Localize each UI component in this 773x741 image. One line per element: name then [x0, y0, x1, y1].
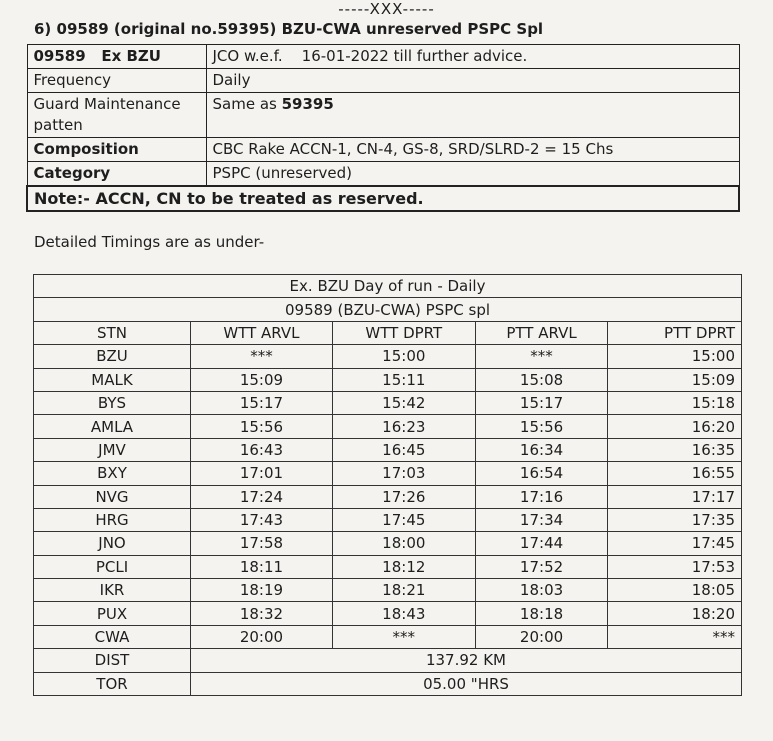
- table-row: [34, 579, 742, 602]
- dist-label: DIST: [34, 649, 191, 672]
- header-ptt-arvl: PTT ARVL: [475, 321, 608, 344]
- cell-ptt-dprt: 17:35: [608, 508, 742, 531]
- timetable-subtitle: 09589 (BZU-CWA) PSPC spl: [34, 298, 742, 321]
- cell-ptt-dprt: 17:45: [608, 532, 742, 555]
- cell-stn: BXY: [34, 462, 191, 485]
- timetable-body: [34, 345, 742, 649]
- cell-ptt-arvl: 15:56: [475, 415, 608, 438]
- cell-ptt-arvl: 20:00: [475, 625, 608, 648]
- table-row: [34, 368, 742, 391]
- cell-stn: MALK: [34, 368, 191, 391]
- cell-wtt-arvl: 15:17: [191, 391, 333, 414]
- tor-value: 05.00 "HRS: [191, 672, 742, 695]
- cell-ptt-arvl: 16:34: [475, 438, 608, 461]
- cell-ptt-arvl: ***: [475, 345, 608, 368]
- dist-value: 137.92 KM: [191, 649, 742, 672]
- note: Note:- ACCN, CN to be treated as reserved.: [27, 186, 739, 211]
- info-row-train: [27, 45, 739, 69]
- cell-wtt-dprt: 15:42: [332, 391, 475, 414]
- cell-stn: CWA: [34, 625, 191, 648]
- guard-value-train: 59395: [281, 95, 334, 113]
- cell-ptt-dprt: 17:17: [608, 485, 742, 508]
- cell-wtt-arvl: 17:43: [191, 508, 333, 531]
- cell-ptt-dprt: ***: [608, 625, 742, 648]
- cell-stn: BYS: [34, 391, 191, 414]
- cell-stn: HRG: [34, 508, 191, 531]
- train-info-table: [26, 44, 740, 212]
- cell-wtt-dprt: 17:45: [332, 508, 475, 531]
- cell-wtt-dprt: 16:45: [332, 438, 475, 461]
- tor-label: TOR: [34, 672, 191, 695]
- cell-ptt-dprt: 18:05: [608, 579, 742, 602]
- table-row: [34, 555, 742, 578]
- cell-wtt-dprt: 15:11: [332, 368, 475, 391]
- cell-ptt-arvl: 17:52: [475, 555, 608, 578]
- table-row: [34, 485, 742, 508]
- cell-wtt-dprt: 17:26: [332, 485, 475, 508]
- cell-stn: BZU: [34, 345, 191, 368]
- cell-wtt-arvl: 18:32: [191, 602, 333, 625]
- cell-ptt-arvl: 17:34: [475, 508, 608, 531]
- category-label: Category: [27, 162, 206, 187]
- cell-ptt-arvl: 16:54: [475, 462, 608, 485]
- separator: -----XXX-----: [338, 0, 435, 18]
- table-row: [34, 532, 742, 555]
- timetable-header-row: [34, 321, 742, 344]
- cell-wtt-dprt: 18:43: [332, 602, 475, 625]
- train-heading: 6) 09589 (original no.59395) BZU-CWA unreserved PSPC Spl: [34, 20, 544, 38]
- dist-row: [34, 649, 742, 672]
- cell-stn: JNO: [34, 532, 191, 555]
- guard-value-prefix: Same as: [212, 95, 282, 113]
- cell-ptt-arvl: 15:17: [475, 391, 608, 414]
- table-row: [34, 415, 742, 438]
- info-row-composition: [27, 138, 739, 162]
- cell-wtt-arvl: 18:19: [191, 579, 333, 602]
- table-row: [34, 391, 742, 414]
- info-row-guard: [27, 93, 739, 138]
- cell-wtt-arvl: 15:09: [191, 368, 333, 391]
- cell-wtt-dprt: 15:00: [332, 345, 475, 368]
- cell-ptt-arvl: 18:03: [475, 579, 608, 602]
- header-wtt-dprt: WTT DPRT: [332, 321, 475, 344]
- category-value: PSPC (unreserved): [206, 162, 739, 187]
- guard-label: Guard Maintenance patten: [27, 93, 206, 138]
- cell-stn: PUX: [34, 602, 191, 625]
- cell-ptt-arvl: 15:08: [475, 368, 608, 391]
- cell-wtt-dprt: 18:21: [332, 579, 475, 602]
- cell-stn: AMLA: [34, 415, 191, 438]
- cell-wtt-arvl: 17:58: [191, 532, 333, 555]
- cell-wtt-dprt: 18:12: [332, 555, 475, 578]
- cell-wtt-arvl: 18:11: [191, 555, 333, 578]
- table-row: [34, 438, 742, 461]
- cell-wtt-arvl: 15:56: [191, 415, 333, 438]
- info-row-frequency: [27, 69, 739, 93]
- cell-ptt-dprt: 16:55: [608, 462, 742, 485]
- cell-stn: IKR: [34, 579, 191, 602]
- timetable-subtitle-row: [34, 298, 742, 321]
- timetable: [33, 274, 742, 696]
- detail-text: Detailed Timings are as under-: [34, 233, 265, 251]
- header-ptt-dprt: PTT DPRT: [608, 321, 742, 344]
- info-row-category: [27, 162, 739, 187]
- cell-ptt-dprt: 16:35: [608, 438, 742, 461]
- cell-wtt-dprt: 17:03: [332, 462, 475, 485]
- tor-row: [34, 672, 742, 695]
- cell-wtt-dprt: 16:23: [332, 415, 475, 438]
- frequency-label: Frequency: [27, 69, 206, 93]
- cell-ptt-arvl: 18:18: [475, 602, 608, 625]
- info-row-note: [27, 186, 739, 211]
- cell-wtt-arvl: 17:24: [191, 485, 333, 508]
- cell-wtt-dprt: 18:00: [332, 532, 475, 555]
- train-label: 09589 Ex BZU: [27, 45, 206, 69]
- timetable-title-row: [34, 275, 742, 298]
- cell-wtt-arvl: 16:43: [191, 438, 333, 461]
- cell-wtt-dprt: ***: [332, 625, 475, 648]
- cell-stn: NVG: [34, 485, 191, 508]
- cell-ptt-arvl: 17:44: [475, 532, 608, 555]
- header-stn: STN: [34, 321, 191, 344]
- cell-stn: JMV: [34, 438, 191, 461]
- table-row: [34, 625, 742, 648]
- frequency-value: Daily: [206, 69, 739, 93]
- table-row: [34, 508, 742, 531]
- composition-label: Composition: [27, 138, 206, 162]
- table-row: [34, 345, 742, 368]
- timetable-title: Ex. BZU Day of run - Daily: [34, 275, 742, 298]
- cell-ptt-dprt: 15:18: [608, 391, 742, 414]
- composition-value: CBC Rake ACCN-1, CN-4, GS-8, SRD/SLRD-2 = 15 Chs: [206, 138, 739, 162]
- cell-wtt-arvl: 20:00: [191, 625, 333, 648]
- guard-value: [206, 93, 739, 138]
- header-wtt-arvl: WTT ARVL: [191, 321, 333, 344]
- cell-stn: PCLI: [34, 555, 191, 578]
- cell-ptt-dprt: 16:20: [608, 415, 742, 438]
- cell-ptt-dprt: 15:00: [608, 345, 742, 368]
- table-row: [34, 462, 742, 485]
- cell-wtt-arvl: ***: [191, 345, 333, 368]
- cell-ptt-arvl: 17:16: [475, 485, 608, 508]
- train-value: JCO w.e.f. 16-01-2022 till further advice.: [206, 45, 739, 69]
- table-row: [34, 602, 742, 625]
- cell-wtt-arvl: 17:01: [191, 462, 333, 485]
- cell-ptt-dprt: 17:53: [608, 555, 742, 578]
- cell-ptt-dprt: 15:09: [608, 368, 742, 391]
- cell-ptt-dprt: 18:20: [608, 602, 742, 625]
